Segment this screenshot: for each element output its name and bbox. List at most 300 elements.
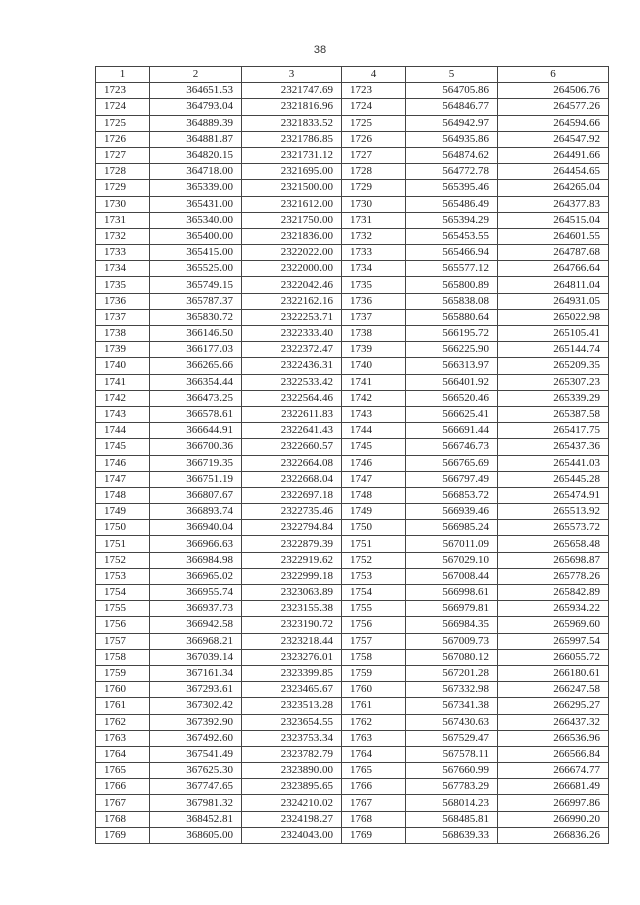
x-coordinate-2-cell: 564705.86 [406,83,498,99]
y-coordinate-cell: 2322022.00 [242,245,342,261]
table-row [96,504,609,520]
table-row [96,358,609,374]
x-coordinate-2-cell: 565453.55 [406,228,498,244]
x-coordinate-cell: 365787.37 [150,293,242,309]
point-number-2-cell: 1724 [342,99,406,115]
header-cell-5: 5 [406,67,498,83]
x-coordinate-2-cell: 565466.94 [406,245,498,261]
y-coordinate-cell: 2322735.46 [242,504,342,520]
point-number-2-cell: 1769 [342,827,406,843]
x-coordinate-2-cell: 568639.33 [406,827,498,843]
y-coordinate-2-cell: 265437.36 [498,439,609,455]
x-coordinate-cell: 367039.14 [150,649,242,665]
y-coordinate-2-cell: 265105.41 [498,326,609,342]
y-coordinate-2-cell: 265934.22 [498,601,609,617]
y-coordinate-cell: 2322372.47 [242,342,342,358]
table-row [96,131,609,147]
y-coordinate-2-cell: 264594.66 [498,115,609,131]
y-coordinate-2-cell: 266997.86 [498,795,609,811]
point-number-2-cell: 1758 [342,649,406,665]
point-number-2-cell: 1735 [342,277,406,293]
point-number-2-cell: 1760 [342,682,406,698]
y-coordinate-2-cell: 264377.83 [498,196,609,212]
point-number-cell: 1759 [96,665,150,681]
point-number-cell: 1763 [96,730,150,746]
y-coordinate-cell: 2323895.65 [242,779,342,795]
x-coordinate-cell: 365431.00 [150,196,242,212]
point-number-cell: 1734 [96,261,150,277]
x-coordinate-cell: 366751.19 [150,471,242,487]
x-coordinate-cell: 364881.87 [150,131,242,147]
table-row [96,164,609,180]
table-row [96,746,609,762]
table-row [96,115,609,131]
point-number-cell: 1731 [96,212,150,228]
point-number-2-cell: 1746 [342,455,406,471]
x-coordinate-cell: 365400.00 [150,228,242,244]
table-row [96,568,609,584]
point-number-cell: 1760 [96,682,150,698]
x-coordinate-cell: 364793.04 [150,99,242,115]
point-number-cell: 1751 [96,536,150,552]
y-coordinate-cell: 2322611.83 [242,406,342,422]
point-number-2-cell: 1728 [342,164,406,180]
point-number-cell: 1745 [96,439,150,455]
y-coordinate-2-cell: 264601.55 [498,228,609,244]
table-row [96,487,609,503]
x-coordinate-2-cell: 566984.35 [406,617,498,633]
point-number-cell: 1733 [96,245,150,261]
y-coordinate-cell: 2322919.62 [242,552,342,568]
point-number-cell: 1764 [96,746,150,762]
y-coordinate-2-cell: 265658.48 [498,536,609,552]
y-coordinate-2-cell: 265387.58 [498,406,609,422]
point-number-2-cell: 1740 [342,358,406,374]
y-coordinate-cell: 2322794.84 [242,520,342,536]
header-cell-6: 6 [498,67,609,83]
table-row [96,698,609,714]
x-coordinate-2-cell: 565395.46 [406,180,498,196]
x-coordinate-2-cell: 568014.23 [406,795,498,811]
point-number-2-cell: 1725 [342,115,406,131]
point-number-cell: 1756 [96,617,150,633]
table-row [96,779,609,795]
point-number-2-cell: 1749 [342,504,406,520]
point-number-cell: 1742 [96,390,150,406]
y-coordinate-2-cell: 264811.04 [498,277,609,293]
x-coordinate-cell: 365339.00 [150,180,242,196]
x-coordinate-2-cell: 564846.77 [406,99,498,115]
y-coordinate-2-cell: 265441.03 [498,455,609,471]
x-coordinate-2-cell: 567578.11 [406,746,498,762]
x-coordinate-cell: 367541.49 [150,746,242,762]
table-row [96,455,609,471]
y-coordinate-cell: 2322999.18 [242,568,342,584]
x-coordinate-cell: 366965.02 [150,568,242,584]
x-coordinate-2-cell: 567201.28 [406,665,498,681]
table-row [96,212,609,228]
y-coordinate-2-cell: 266247.58 [498,682,609,698]
y-coordinate-cell: 2321612.00 [242,196,342,212]
y-coordinate-2-cell: 265339.29 [498,390,609,406]
x-coordinate-cell: 364651.53 [150,83,242,99]
point-number-cell: 1730 [96,196,150,212]
x-coordinate-2-cell: 565394.29 [406,212,498,228]
y-coordinate-cell: 2324043.00 [242,827,342,843]
point-number-2-cell: 1729 [342,180,406,196]
x-coordinate-cell: 367293.61 [150,682,242,698]
y-coordinate-2-cell: 265445.28 [498,471,609,487]
table-row [96,633,609,649]
point-number-cell: 1743 [96,406,150,422]
x-coordinate-cell: 364820.15 [150,147,242,163]
point-number-cell: 1739 [96,342,150,358]
point-number-2-cell: 1737 [342,309,406,325]
table-row [96,730,609,746]
table-row [96,665,609,681]
x-coordinate-2-cell: 567332.98 [406,682,498,698]
point-number-cell: 1755 [96,601,150,617]
point-number-cell: 1753 [96,568,150,584]
x-coordinate-2-cell: 566520.46 [406,390,498,406]
point-number-2-cell: 1764 [342,746,406,762]
x-coordinate-2-cell: 566313.97 [406,358,498,374]
table-row [96,147,609,163]
point-number-2-cell: 1741 [342,374,406,390]
x-coordinate-cell: 367492.60 [150,730,242,746]
y-coordinate-cell: 2323654.55 [242,714,342,730]
y-coordinate-cell: 2322564.46 [242,390,342,406]
x-coordinate-cell: 366940.04 [150,520,242,536]
point-number-2-cell: 1757 [342,633,406,649]
point-number-cell: 1738 [96,326,150,342]
x-coordinate-2-cell: 564942.97 [406,115,498,131]
x-coordinate-cell: 367161.34 [150,665,242,681]
table-row [96,83,609,99]
y-coordinate-cell: 2323399.85 [242,665,342,681]
y-coordinate-cell: 2321786.85 [242,131,342,147]
point-number-cell: 1750 [96,520,150,536]
table-row [96,261,609,277]
y-coordinate-2-cell: 265474.91 [498,487,609,503]
x-coordinate-cell: 364718.00 [150,164,242,180]
header-cell-3: 3 [242,67,342,83]
x-coordinate-2-cell: 567783.29 [406,779,498,795]
point-number-2-cell: 1743 [342,406,406,422]
point-number-cell: 1765 [96,763,150,779]
y-coordinate-cell: 2322641.43 [242,423,342,439]
y-coordinate-cell: 2322162.16 [242,293,342,309]
y-coordinate-cell: 2321731.12 [242,147,342,163]
y-coordinate-2-cell: 264931.05 [498,293,609,309]
point-number-2-cell: 1762 [342,714,406,730]
y-coordinate-cell: 2321836.00 [242,228,342,244]
table-row [96,196,609,212]
point-number-cell: 1757 [96,633,150,649]
point-number-cell: 1735 [96,277,150,293]
x-coordinate-cell: 366966.63 [150,536,242,552]
y-coordinate-2-cell: 266437.32 [498,714,609,730]
x-coordinate-cell: 366893.74 [150,504,242,520]
x-coordinate-cell: 366146.50 [150,326,242,342]
x-coordinate-cell: 366942.58 [150,617,242,633]
point-number-2-cell: 1767 [342,795,406,811]
point-number-2-cell: 1766 [342,779,406,795]
table-row [96,293,609,309]
point-number-cell: 1729 [96,180,150,196]
x-coordinate-cell: 366955.74 [150,585,242,601]
point-number-2-cell: 1742 [342,390,406,406]
y-coordinate-cell: 2323465.67 [242,682,342,698]
point-number-2-cell: 1750 [342,520,406,536]
y-coordinate-2-cell: 264547.92 [498,131,609,147]
table-row [96,471,609,487]
point-number-cell: 1740 [96,358,150,374]
x-coordinate-cell: 366700.36 [150,439,242,455]
y-coordinate-cell: 2322697.18 [242,487,342,503]
x-coordinate-2-cell: 567011.09 [406,536,498,552]
coordinates-table [95,66,609,844]
point-number-2-cell: 1745 [342,439,406,455]
y-coordinate-2-cell: 265842.89 [498,585,609,601]
y-coordinate-2-cell: 265022.98 [498,309,609,325]
y-coordinate-cell: 2323218.44 [242,633,342,649]
x-coordinate-cell: 366644.91 [150,423,242,439]
y-coordinate-cell: 2321500.00 [242,180,342,196]
table-row [96,536,609,552]
point-number-2-cell: 1759 [342,665,406,681]
y-coordinate-cell: 2323063.89 [242,585,342,601]
point-number-cell: 1741 [96,374,150,390]
x-coordinate-2-cell: 567430.63 [406,714,498,730]
table-row [96,552,609,568]
table-row [96,763,609,779]
x-coordinate-2-cell: 566797.49 [406,471,498,487]
x-coordinate-cell: 365340.00 [150,212,242,228]
table-row [96,309,609,325]
table-row [96,228,609,244]
x-coordinate-cell: 367981.32 [150,795,242,811]
y-coordinate-2-cell: 265969.60 [498,617,609,633]
y-coordinate-2-cell: 265144.74 [498,342,609,358]
y-coordinate-cell: 2322668.04 [242,471,342,487]
y-coordinate-cell: 2322000.00 [242,261,342,277]
y-coordinate-2-cell: 265209.35 [498,358,609,374]
x-coordinate-2-cell: 564772.78 [406,164,498,180]
x-coordinate-cell: 366937.73 [150,601,242,617]
point-number-cell: 1752 [96,552,150,568]
x-coordinate-2-cell: 567080.12 [406,649,498,665]
point-number-2-cell: 1723 [342,83,406,99]
table-row [96,520,609,536]
y-coordinate-cell: 2323190.72 [242,617,342,633]
x-coordinate-2-cell: 567009.73 [406,633,498,649]
y-coordinate-cell: 2321833.52 [242,115,342,131]
point-number-cell: 1726 [96,131,150,147]
table-row [96,180,609,196]
x-coordinate-2-cell: 565880.64 [406,309,498,325]
point-number-cell: 1728 [96,164,150,180]
x-coordinate-2-cell: 566401.92 [406,374,498,390]
header-cell-1: 1 [96,67,150,83]
point-number-2-cell: 1726 [342,131,406,147]
point-number-2-cell: 1748 [342,487,406,503]
point-number-cell: 1746 [96,455,150,471]
x-coordinate-2-cell: 567529.47 [406,730,498,746]
x-coordinate-2-cell: 565577.12 [406,261,498,277]
y-coordinate-2-cell: 266836.26 [498,827,609,843]
y-coordinate-2-cell: 264515.04 [498,212,609,228]
point-number-2-cell: 1733 [342,245,406,261]
y-coordinate-2-cell: 264491.66 [498,147,609,163]
x-coordinate-2-cell: 565486.49 [406,196,498,212]
point-number-cell: 1744 [96,423,150,439]
point-number-cell: 1766 [96,779,150,795]
x-coordinate-cell: 366807.67 [150,487,242,503]
y-coordinate-cell: 2324210.02 [242,795,342,811]
table-row [96,99,609,115]
point-number-2-cell: 1747 [342,471,406,487]
y-coordinate-cell: 2322879.39 [242,536,342,552]
point-number-cell: 1767 [96,795,150,811]
point-number-cell: 1762 [96,714,150,730]
y-coordinate-2-cell: 266536.96 [498,730,609,746]
y-coordinate-cell: 2322333.40 [242,326,342,342]
y-coordinate-2-cell: 266566.84 [498,746,609,762]
table-row [96,811,609,827]
x-coordinate-2-cell: 566853.72 [406,487,498,503]
y-coordinate-2-cell: 266055.72 [498,649,609,665]
x-coordinate-cell: 366984.98 [150,552,242,568]
point-number-2-cell: 1756 [342,617,406,633]
x-coordinate-cell: 366354.44 [150,374,242,390]
point-number-cell: 1723 [96,83,150,99]
x-coordinate-2-cell: 567029.10 [406,552,498,568]
y-coordinate-cell: 2322664.08 [242,455,342,471]
point-number-cell: 1768 [96,811,150,827]
x-coordinate-2-cell: 566225.90 [406,342,498,358]
x-coordinate-2-cell: 568485.81 [406,811,498,827]
table-row [96,617,609,633]
x-coordinate-cell: 367392.90 [150,714,242,730]
point-number-2-cell: 1727 [342,147,406,163]
point-number-2-cell: 1734 [342,261,406,277]
y-coordinate-cell: 2322533.42 [242,374,342,390]
x-coordinate-2-cell: 566691.44 [406,423,498,439]
point-number-cell: 1748 [96,487,150,503]
table-row [96,682,609,698]
x-coordinate-cell: 364889.39 [150,115,242,131]
x-coordinate-cell: 366473.25 [150,390,242,406]
y-coordinate-2-cell: 264787.68 [498,245,609,261]
table-row [96,342,609,358]
point-number-2-cell: 1731 [342,212,406,228]
x-coordinate-2-cell: 566985.24 [406,520,498,536]
y-coordinate-cell: 2323155.38 [242,601,342,617]
point-number-2-cell: 1730 [342,196,406,212]
y-coordinate-cell: 2322436.31 [242,358,342,374]
point-number-cell: 1727 [96,147,150,163]
y-coordinate-cell: 2323782.79 [242,746,342,762]
x-coordinate-2-cell: 566195.72 [406,326,498,342]
y-coordinate-2-cell: 265513.92 [498,504,609,520]
point-number-2-cell: 1732 [342,228,406,244]
x-coordinate-cell: 366719.35 [150,455,242,471]
point-number-2-cell: 1751 [342,536,406,552]
x-coordinate-2-cell: 566625.41 [406,406,498,422]
x-coordinate-2-cell: 565838.08 [406,293,498,309]
y-coordinate-2-cell: 265307.23 [498,374,609,390]
table-row [96,439,609,455]
x-coordinate-2-cell: 566998.61 [406,585,498,601]
y-coordinate-2-cell: 266990.20 [498,811,609,827]
x-coordinate-cell: 367302.42 [150,698,242,714]
point-number-cell: 1758 [96,649,150,665]
point-number-2-cell: 1763 [342,730,406,746]
y-coordinate-cell: 2323276.01 [242,649,342,665]
y-coordinate-cell: 2322042.46 [242,277,342,293]
x-coordinate-2-cell: 567008.44 [406,568,498,584]
point-number-2-cell: 1761 [342,698,406,714]
x-coordinate-2-cell: 566939.46 [406,504,498,520]
point-number-2-cell: 1738 [342,326,406,342]
x-coordinate-2-cell: 567660.99 [406,763,498,779]
x-coordinate-2-cell: 567341.38 [406,698,498,714]
y-coordinate-cell: 2321695.00 [242,164,342,180]
point-number-2-cell: 1752 [342,552,406,568]
x-coordinate-cell: 368605.00 [150,827,242,843]
point-number-2-cell: 1736 [342,293,406,309]
table-row [96,585,609,601]
point-number-2-cell: 1739 [342,342,406,358]
page-number: 38 [313,44,327,56]
table-row [96,406,609,422]
table-row [96,277,609,293]
point-number-2-cell: 1744 [342,423,406,439]
y-coordinate-cell: 2323890.00 [242,763,342,779]
y-coordinate-cell: 2323513.28 [242,698,342,714]
table-row [96,390,609,406]
header-cell-2: 2 [150,67,242,83]
y-coordinate-cell: 2322660.57 [242,439,342,455]
x-coordinate-2-cell: 565800.89 [406,277,498,293]
point-number-cell: 1732 [96,228,150,244]
y-coordinate-cell: 2321747.69 [242,83,342,99]
table-row [96,649,609,665]
y-coordinate-cell: 2321816.96 [242,99,342,115]
point-number-cell: 1725 [96,115,150,131]
y-coordinate-2-cell: 265417.75 [498,423,609,439]
y-coordinate-2-cell: 264265.04 [498,180,609,196]
x-coordinate-cell: 367625.30 [150,763,242,779]
x-coordinate-cell: 365830.72 [150,309,242,325]
x-coordinate-cell: 366578.61 [150,406,242,422]
y-coordinate-2-cell: 264506.76 [498,83,609,99]
header-cell-4: 4 [342,67,406,83]
point-number-cell: 1736 [96,293,150,309]
x-coordinate-2-cell: 564874.62 [406,147,498,163]
y-coordinate-cell: 2322253.71 [242,309,342,325]
table-row [96,326,609,342]
point-number-cell: 1747 [96,471,150,487]
x-coordinate-cell: 367747.65 [150,779,242,795]
table-row [96,795,609,811]
table-row [96,245,609,261]
x-coordinate-cell: 368452.81 [150,811,242,827]
y-coordinate-cell: 2323753.34 [242,730,342,746]
x-coordinate-2-cell: 566979.81 [406,601,498,617]
y-coordinate-2-cell: 265997.54 [498,633,609,649]
